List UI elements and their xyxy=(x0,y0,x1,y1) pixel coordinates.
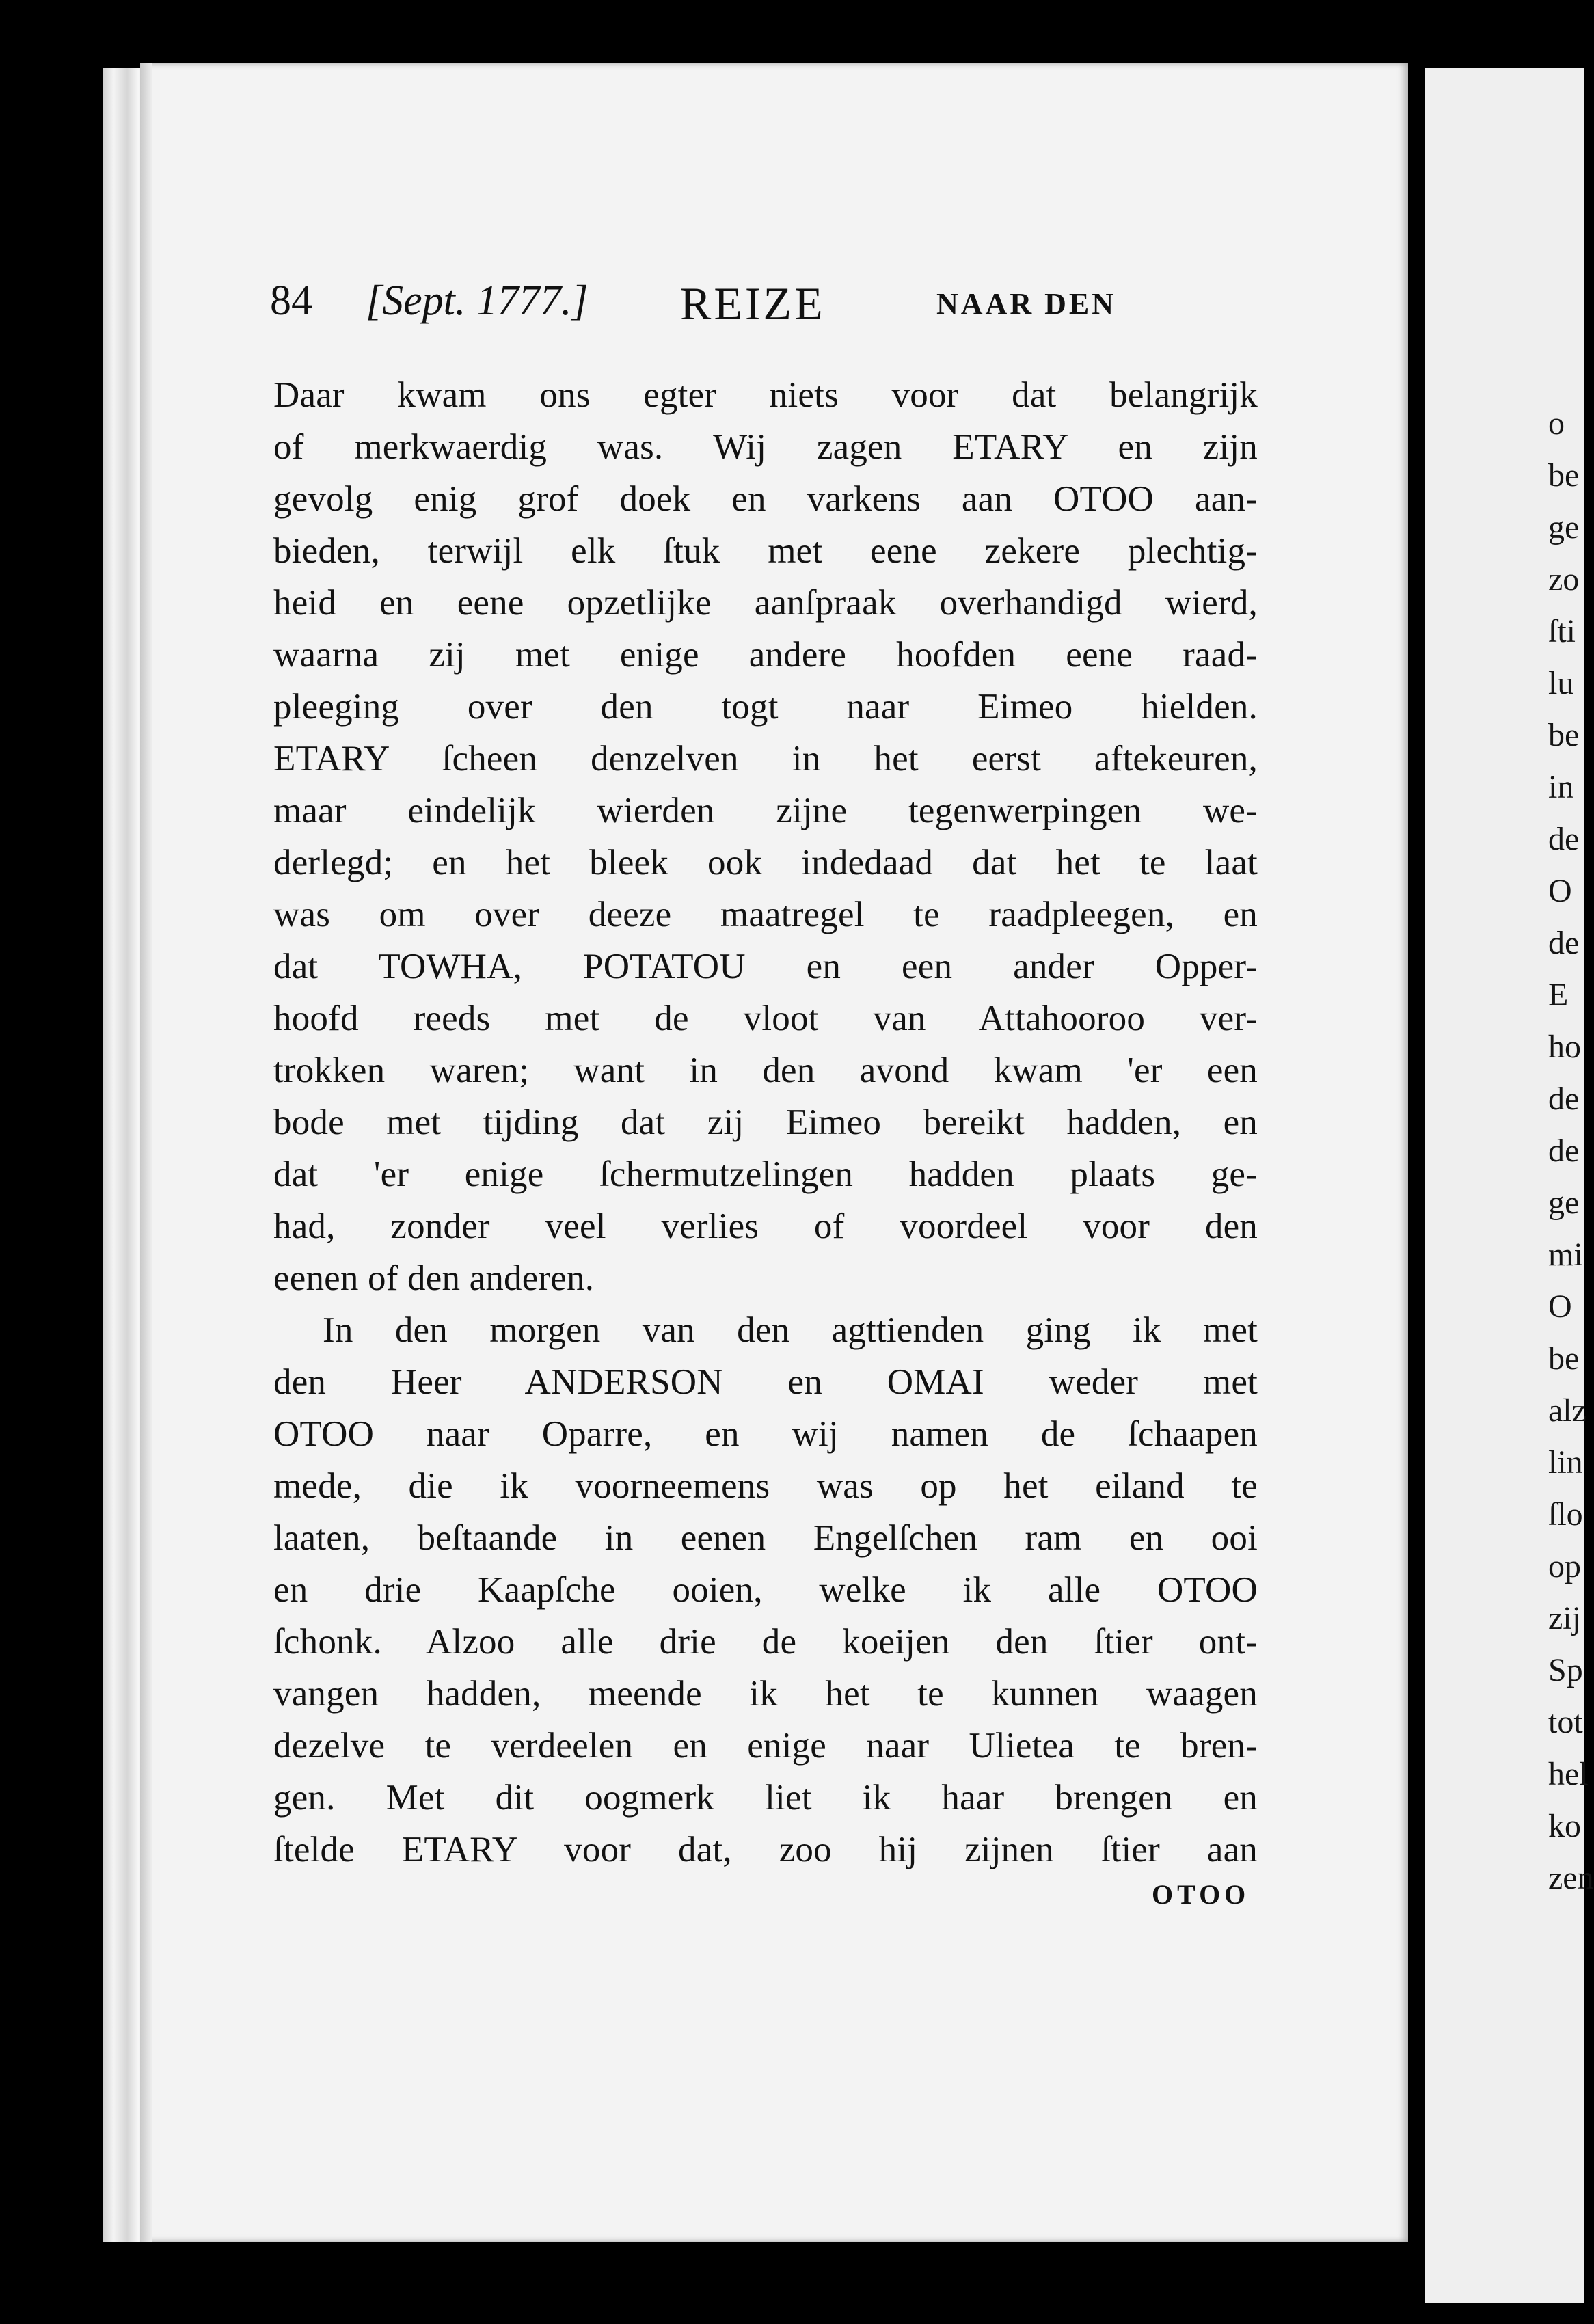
next-page-fragment: op xyxy=(1548,1548,1581,1584)
text-line: Daar kwam ons egter niets voor dat belangrijk xyxy=(273,375,1258,415)
next-page-fragment: O xyxy=(1548,1288,1572,1325)
text-line: gevolg enig grof doek en varkens aan OTOO aan- xyxy=(273,479,1258,519)
next-page-fragment: de xyxy=(1548,925,1580,961)
next-page-fragment: tot xyxy=(1548,1704,1583,1740)
next-page-fragment: mi xyxy=(1548,1237,1583,1273)
text-line: ETARY ſcheen denzelven in het eerst aftekeuren, xyxy=(273,739,1258,779)
text-line: vangen hadden, meende ik het te kunnen waagen xyxy=(273,1674,1258,1714)
text-line: den Heer ANDERSON en OMAI weder met xyxy=(273,1362,1258,1402)
text-line: bieden, terwijl elk ſtuk met eene zekere plechtig- xyxy=(273,531,1258,571)
next-page-fragment: ſti xyxy=(1548,613,1576,649)
text-line: ſchonk. Alzoo alle drie de koeijen den ſtier ont- xyxy=(273,1622,1258,1662)
text-line: heid en eene opzetlijke aanſpraak overhandigd wierd, xyxy=(273,583,1258,623)
next-page-fragment: zij xyxy=(1548,1600,1581,1636)
next-page-fragment: lin xyxy=(1548,1444,1583,1481)
text-line: en drie Kaapſche ooien, welke ik alle OTOO xyxy=(273,1570,1258,1610)
header-date: [Sept. 1777.] xyxy=(366,278,589,324)
text-line: maar eindelijk wierden zijne tegenwerpingen we- xyxy=(273,791,1258,830)
next-page-fragment: zo xyxy=(1548,561,1580,597)
next-page-fragment: ge xyxy=(1548,509,1580,545)
next-page-fragment: ho xyxy=(1548,1029,1581,1065)
next-page-fragment: zen xyxy=(1548,1860,1594,1896)
text-line: trokken waren; want in den avond kwam 'er een xyxy=(273,1051,1258,1090)
next-page-fragment: E xyxy=(1548,977,1569,1013)
next-page-fragment: lu xyxy=(1548,665,1574,701)
text-line: derlegd; en het bleek ook indedaad dat het te laat xyxy=(273,843,1258,882)
page-number: 84 xyxy=(270,278,312,324)
text-line: waarna zij met enige andere hoofden eene raad- xyxy=(273,635,1258,675)
next-page-edge xyxy=(1425,68,1594,2303)
next-page-fragment: be xyxy=(1548,457,1580,494)
header-title-continuation: NAAR DEN xyxy=(936,287,1116,321)
next-page-fragment: hel xyxy=(1548,1756,1589,1792)
text-line: pleeging over den togt naar Eimeo hielden. xyxy=(273,687,1258,727)
page-fold xyxy=(140,63,152,2242)
next-page-fragment: O xyxy=(1548,873,1572,909)
next-page-fragment: o xyxy=(1548,405,1565,442)
text-line: OTOO naar Oparre, en wij namen de ſchaapen xyxy=(273,1414,1258,1454)
next-page-fragment: in xyxy=(1548,769,1574,805)
catchword: OTOO xyxy=(1152,1879,1250,1910)
next-page-fragment: de xyxy=(1548,821,1580,857)
text-line: had, zonder veel verlies of voordeel voor den xyxy=(273,1206,1258,1246)
text-line: dat 'er enige ſchermutzelingen hadden plaats ge- xyxy=(273,1154,1258,1194)
running-header xyxy=(270,277,1254,352)
text-line: dezelve te verdeelen en enige naar Ulietea te bren- xyxy=(273,1726,1258,1766)
next-page-fragment: ko xyxy=(1548,1808,1581,1844)
next-page-fragment: Sp xyxy=(1548,1652,1583,1688)
text-line: bode met tijding dat zij Eimeo bereikt hadden, en xyxy=(273,1103,1258,1142)
paragraph-start-line: In den morgen van den agttienden ging ik met xyxy=(323,1310,1258,1350)
text-line: was om over deeze maatregel te raadpleegen, en xyxy=(273,895,1258,934)
next-page-fragment: ge xyxy=(1548,1185,1580,1221)
text-line: hoofd reeds met de vloot van Attahooroo ver- xyxy=(273,999,1258,1038)
text-line: eenen of den anderen. xyxy=(273,1258,595,1298)
next-page-fragment: alz xyxy=(1548,1392,1586,1429)
next-page-fragment: de xyxy=(1548,1133,1580,1169)
text-line: mede, die ik voorneemens was op het eiland te xyxy=(273,1466,1258,1506)
header-title: REIZE xyxy=(680,278,826,329)
next-page-fragment: be xyxy=(1548,717,1580,753)
text-line: gen. Met dit oogmerk liet ik haar brengen en xyxy=(273,1778,1258,1818)
body-text xyxy=(273,369,1258,1876)
text-line: laaten, beſtaande in eenen Engelſchen ram en ooi xyxy=(273,1518,1258,1558)
next-page-fragment: be xyxy=(1548,1340,1580,1377)
text-line: of merkwaerdig was. Wij zagen ETARY en zijn xyxy=(273,427,1258,467)
text-line: ſtelde ETARY voor dat, zoo hij zijnen ſtier aan xyxy=(273,1830,1258,1869)
next-page-fragment: ſlo xyxy=(1548,1496,1583,1532)
next-page-fragment: de xyxy=(1548,1081,1580,1117)
text-line: dat TOWHA, POTATOU en een ander Opper- xyxy=(273,947,1258,986)
